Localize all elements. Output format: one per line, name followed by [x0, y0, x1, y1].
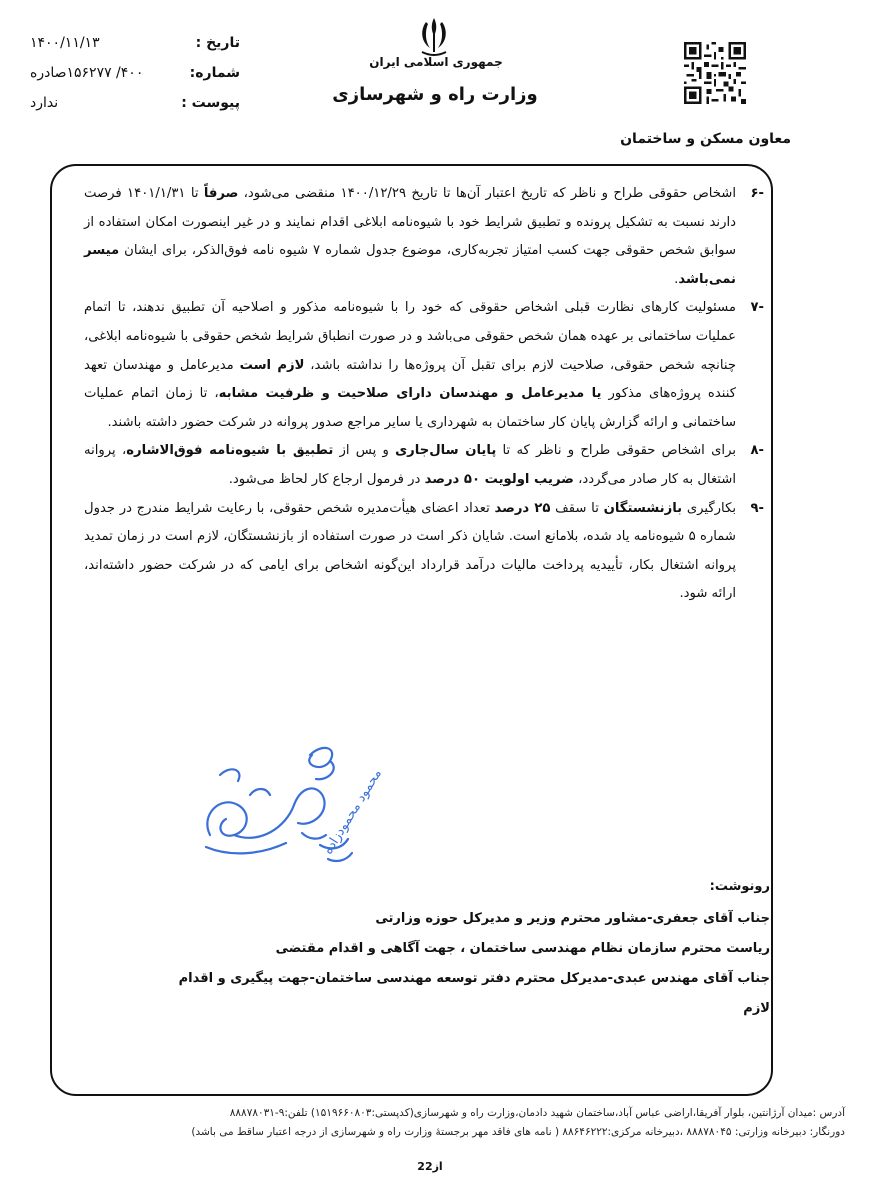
ministry-title: وزارت راه و شهرسازی [332, 84, 538, 105]
paragraph-text: برای اشخاص حقوقی طراح و ناظر که تا پایان سال‌جاری و پس از تطبیق با شیوه‌نامه فوق‌الاشاره، پروانه اشتغال به کار صادر می‌گردد، ضریب اولویت ۵۰ درصد در فرمول ارجاع کار لحاظ می‌شود. [84, 443, 737, 487]
handwritten-signature [190, 735, 385, 875]
letter-body [84, 180, 764, 609]
paragraph-text: اشخاص حقوقی طراح و ناظر که تاریخ اعتبار آن‌ها تا تاریخ ۱۴۰۰/۱۲/۲۹ منقضی می‌شود، صرفاً تا ۱۴۰۱/۱/۳۱ فرصت دارند نسبت به تشکیل پرونده و تطبیق شرایط خود با شیوه‌نامه ابلاغی اقدام نمایند و در غیر اینصورت امکان استفاده از سوابق شخص حقوقی جهت کسب امتیاز تجربه‌کاری، موضوع جدول شماره ۷ شیوه نامه فوق‌الذکر، برای ایشان میسر نمی‌باشد. [84, 186, 737, 287]
paragraph-9 [84, 495, 764, 609]
attachment-row [30, 88, 240, 118]
number-value: ۴۰۰/ ۱۵۶۲۷۷صادره [30, 65, 144, 81]
date-row [30, 28, 240, 58]
republic-title: جمهوری اسلامی ایران [369, 55, 503, 69]
qr-code-icon [684, 42, 746, 104]
cc-line: ریاست محترم سازمان نظام مهندسی ساختمان ، جهت آگاهی و اقدام مقتضی [275, 941, 770, 956]
paragraph-6 [84, 180, 764, 294]
paragraph-text: مسئولیت کارهای نظارت قبلی اشخاص حقوقی که خود را با شیوه‌نامه مذکور و اصلاحیه آن تطبیق ندهند، تا اتمام عملیات ساختمانی بر عهده همان شخص حقوقی می‌باشد و در صورت انطباق شرایط شخص حقوقی با شیوه‌نامه ابلاغی، چنانچه شخص حقوقی، صلاحیت لازم برای تقبل آن پروژه‌ها را نداشته باشد، لازم است مدیرعامل و مهندسان تعهد کننده پروژه‌های مذکور یا مدیرعامل و مهندسان دارای صلاحیت و ظرفیت مشابه، تا زمان اتمام عملیات ساختمانی و ارائه گزارش پایان کار ساختمان به شهرداری یا سایر مراجع صدور پروانه در شرکت حضور داشته باشند. [84, 300, 736, 430]
footer [40, 1104, 845, 1142]
iran-emblem-icon [414, 14, 454, 58]
paragraph-number: -۷ [750, 300, 764, 316]
cc-title: رونوشت: [709, 879, 770, 894]
cc-block [160, 872, 770, 1024]
paragraph-8 [84, 437, 764, 494]
number-row [30, 58, 240, 88]
cc-line: جناب آقای جعفری-مشاور محترم وزیر و مدیرکل حوزه وزارتی [375, 911, 770, 926]
letter-meta [30, 28, 240, 118]
paragraph-7 [84, 294, 764, 437]
date-value: ۱۴۰۰/۱۱/۱۳ [30, 35, 100, 51]
attachment-value: ندارد [30, 95, 59, 111]
paragraph-number: -۹ [750, 500, 764, 516]
cc-line: جناب آقای مهندس عبدی-مدیرکل محترم دفتر توسعه مهندسی ساختمان-جهت پیگیری و اقدام لازم [178, 971, 770, 1016]
deputy-title: معاون مسکن و ساختمان [620, 131, 791, 147]
number-label: شماره: [189, 65, 240, 81]
paragraph-number: -۶ [750, 186, 764, 201]
page-number: 2از2 [417, 1160, 443, 1173]
footer-fax: دورنگار: دبیرخانه وزارتی: ۸۸۸۷۸۰۴۵ ،دبیرخانه مرکزی:۸۸۶۴۶۲۲۲ ( نامه های فاقد مهر برجستهٔ وزارت راه و شهرسازی از درجه اعتبار ساقط می باشد) [191, 1126, 845, 1138]
signature-name: محمود محمودزاده [320, 766, 385, 858]
attachment-label: پیوست : [181, 95, 240, 111]
date-label: تاریخ : [195, 35, 240, 51]
paragraph-number: -۸ [750, 443, 764, 459]
paragraph-text: بکارگیری بازنشستگان تا سقف ۲۵ درصد تعداد اعضای هیأت‌مدیره شخص حقوقی، با رعایت شرایط مندرج در جدول شماره ۵ شیوه‌نامه یاد شده، بلامانع است. شایان ذکر است در صورت استفاده از بازنشستگان، لازم است در زمان تمدید پروانه اشتغال بکار، تأییدیه پرداخت مالیات درآمد قرارداد این‌گونه اشخاص برای ایامی که در شرکت حضور داشته‌اند، ارائه شود. [84, 500, 737, 602]
footer-address: آدرس :میدان آرژانتین، بلوار آفریقا،اراضی عباس آباد،ساختمان شهید دادمان،وزارت راه و شهرسازی(کدپستی:۱۵۱۹۶۶۰۸۰۳) تلفن:۹-۸۸۸۷۸۰۳۱ [229, 1107, 845, 1119]
